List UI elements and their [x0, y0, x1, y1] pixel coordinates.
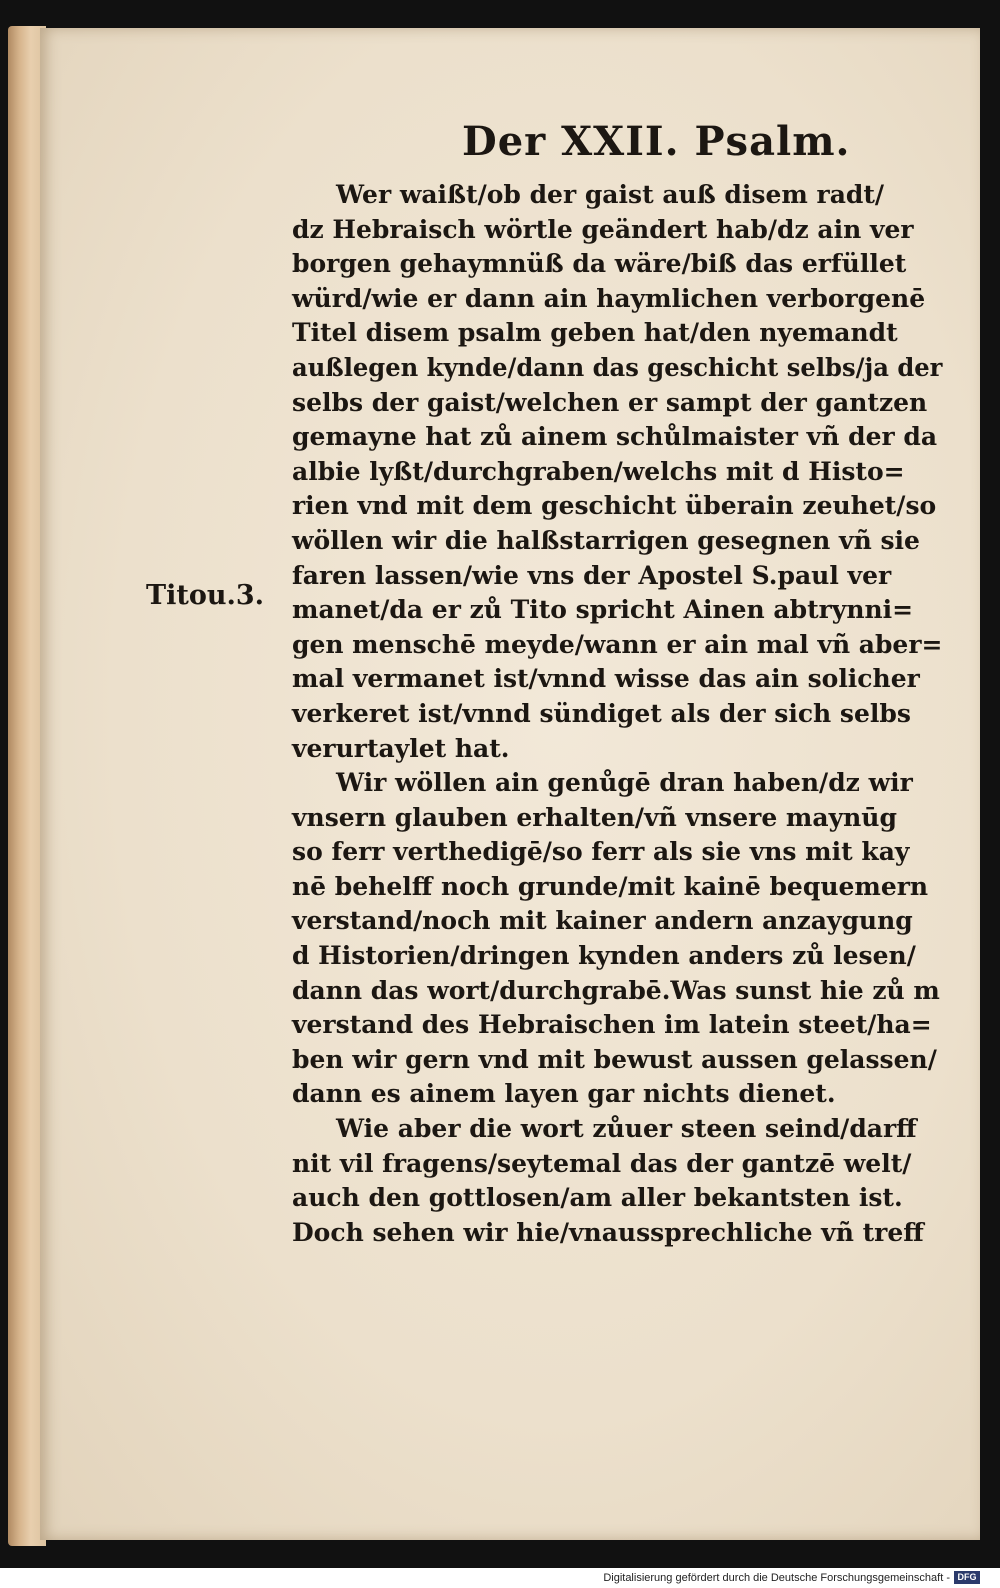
text-line: Titel disem psalm geben hat/den nyemandt — [292, 318, 898, 348]
text-line: so ferr verthedigē/so ferr als sie vns mit kay — [292, 837, 910, 867]
text-line: Wie aber die wort zůuer steen seind/darff — [336, 1114, 917, 1144]
text-line: manet/da er zů Tito spricht Ainen abtrynni= — [292, 595, 914, 625]
body-text-block — [292, 178, 942, 1250]
text-line: verstand/noch mit kainer andern anzaygung — [292, 906, 913, 936]
text-line: vnsern glauben erhalten/vñ vnsere maynūg — [292, 802, 897, 832]
text-line: verurtaylet hat. — [292, 733, 510, 763]
text-line: borgen gehaymnüß da wäre/biß das erfüllet — [292, 249, 907, 279]
text-line: wöllen wir die halßstarrigen gesegnen vñ sie — [292, 525, 920, 555]
text-line: nē behelff noch grunde/mit kainē bequemern — [292, 871, 929, 901]
marginal-note: Titou.3. — [146, 580, 265, 611]
text-line: Doch sehen wir hie/vnaussprechliche vñ treff — [292, 1217, 924, 1247]
text-line: nit vil fragens/seytemal das der gantzē welt/ — [292, 1148, 912, 1178]
text-line: dz Hebraisch wörtle geändert hab/dz ain ver — [292, 214, 914, 244]
text-line: d Historien/dringen kynden anders zů lesen/ — [292, 941, 916, 971]
text-line: albie lyßt/durchgraben/welchs mit d Histo= — [292, 456, 905, 486]
text-line: würd/wie er dann ain haymlichen verborgenē — [292, 283, 926, 313]
text-line: selbs der gaist/welchen er sampt der gantzen — [292, 387, 928, 417]
dfg-logo: DFG — [954, 1571, 980, 1584]
text-line: faren lassen/wie vns der Apostel S.paul ver — [292, 560, 892, 590]
text-line: mal vermanet ist/vnnd wisse das ain solicher — [292, 664, 920, 694]
text-line: rien vnd mit dem geschicht überain zeuhet/so — [292, 491, 937, 521]
text-line: verstand des Hebraischen im latein steet/ha= — [292, 1010, 932, 1040]
text-line: dann es ainem layen gar nichts dienet. — [292, 1079, 836, 1109]
text-line: gen menschē meyde/wann er ain mal vñ aber= — [292, 629, 943, 659]
text-line: ben wir gern vnd mit bewust aussen gelassen/ — [292, 1044, 937, 1074]
text-line: dann das wort/durchgrabē.Was sunst hie zů m — [292, 975, 940, 1005]
text-line: verkeret ist/vnnd sündiget als der sich selbs — [292, 698, 911, 728]
text-line: außlegen kynde/dann das geschicht selbs/ja der — [292, 352, 943, 382]
text-line: auch den gottlosen/am aller bekantsten ist. — [292, 1183, 903, 1213]
text-line: Wer waißt/ob der gaist auß disem radt/ — [336, 180, 885, 209]
text-line: Wir wöllen ain genůgē dran haben/dz wir — [336, 768, 913, 798]
page-header-title: Der XXII. Psalm. — [462, 118, 851, 165]
footer-credit: Digitalisierung gefördert durch die Deutsche Forschungsgemeinschaft - — [603, 1572, 950, 1584]
text-line: gemayne hat zů ainem schůlmaister vñ der da — [292, 422, 938, 452]
